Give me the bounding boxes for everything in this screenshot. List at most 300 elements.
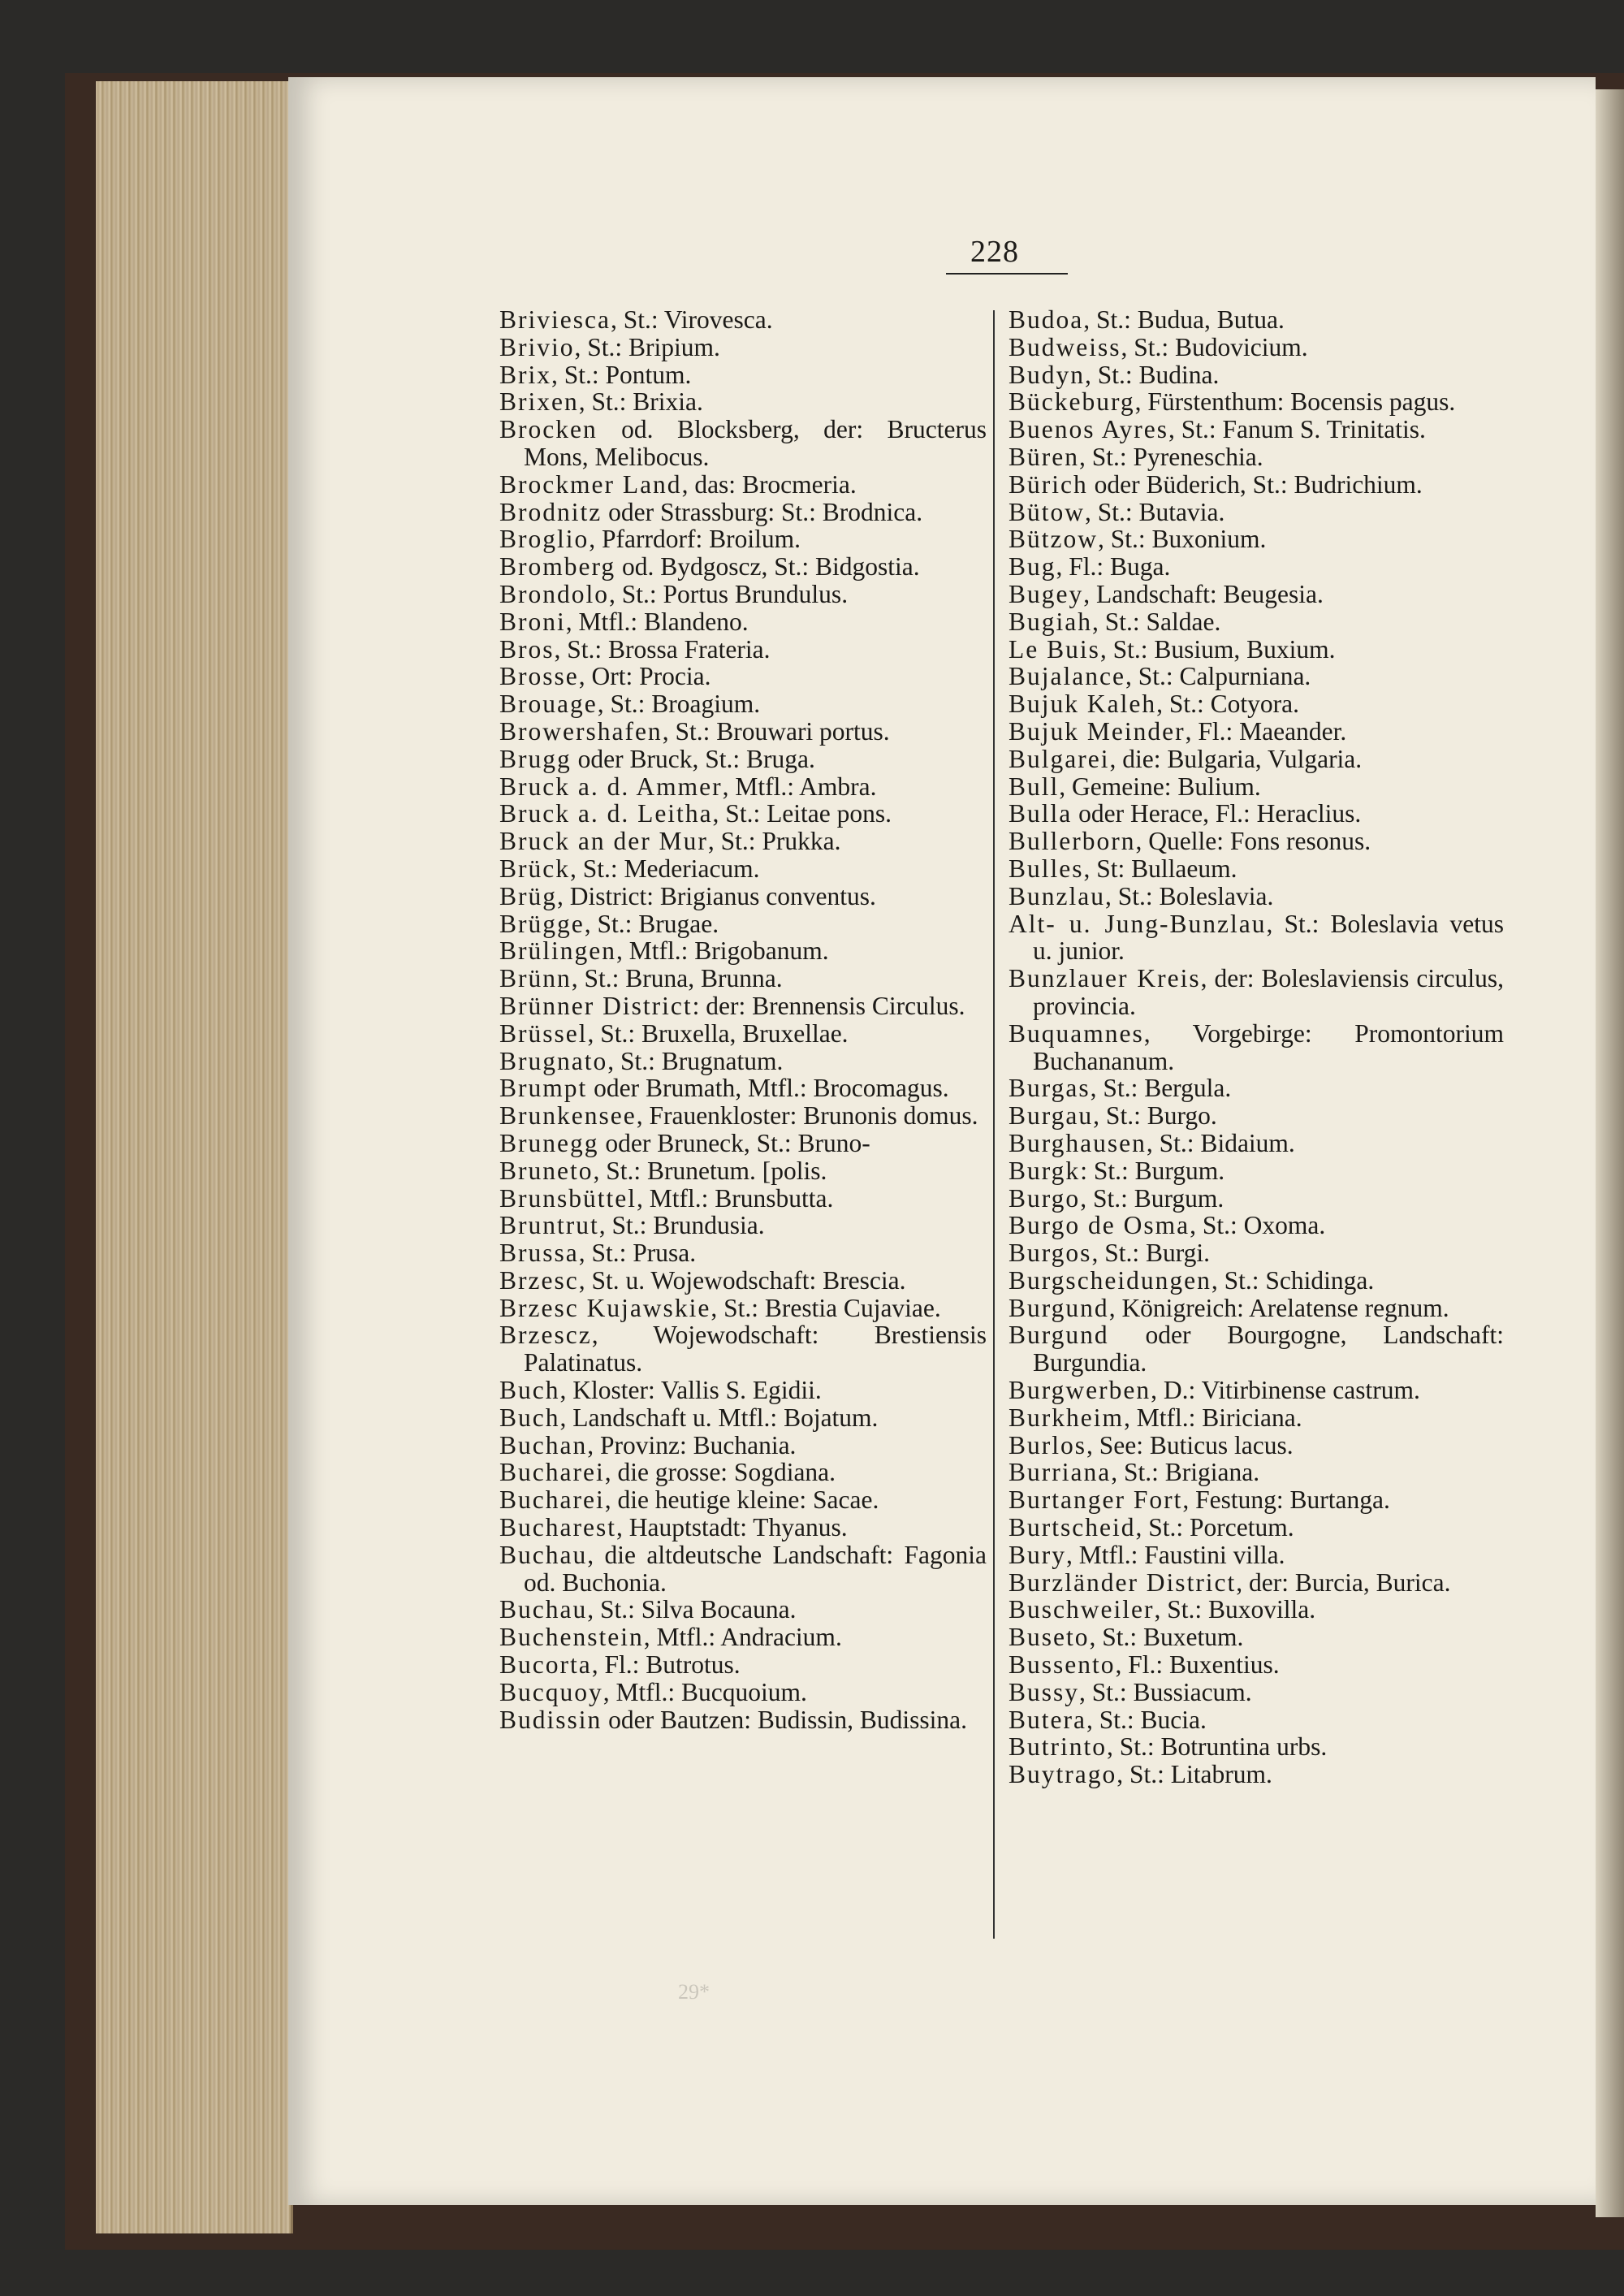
index-entry [499,1459,987,1486]
entry-headword: Brugg [499,744,572,773]
entry-gloss: , Vorgebirge: Promontorium Buchananum. [1033,1018,1504,1075]
entry-headword: Bruntrut [499,1211,599,1240]
index-entry [499,1048,987,1075]
entry-gloss: , St.: Budovicium. [1121,332,1308,361]
entry-gloss: , St.: Mederiacum. [569,854,760,883]
entry-gloss: , Fl.: Buxentius. [1115,1650,1280,1680]
entry-headword: Brunsbüttel [499,1183,637,1213]
entry-headword: Burgscheidungen [1009,1265,1212,1295]
column-divider [993,310,995,1939]
entry-gloss: , Pfarrdorf: Broilum. [589,525,801,554]
entry-headword: Buquamnes [1009,1018,1144,1048]
entry-headword: Bussy [1009,1677,1080,1706]
index-entry [499,663,987,690]
entry-headword: Buch [499,1376,560,1405]
index-entry [1009,690,1504,718]
entry-gloss: , District: Brigianus conventus. [557,881,876,910]
entry-gloss: , St.: Bruxella, Bruxellae. [587,1018,849,1048]
entry-gloss: , die: Bulgaria, Vulgaria. [1109,744,1363,773]
index-entry [1009,1569,1504,1597]
entry-headword: Burgas [1009,1074,1091,1103]
left-column [499,306,987,1733]
entry-headword: Bujalance [1009,662,1125,691]
index-entry [1009,773,1504,801]
entry-gloss: , St.: Botruntina urbs. [1107,1732,1328,1762]
index-entry [1009,1185,1504,1213]
index-entry [1009,855,1504,883]
index-entry [1009,1239,1504,1267]
index-entry [1009,1486,1504,1514]
entry-gloss: , St.: Oxoma. [1190,1211,1326,1240]
entry-gloss: , St.: Fanum S. Trinitatis. [1168,415,1426,444]
index-entry [499,1679,987,1706]
entry-gloss: , St.: Calpurniana. [1125,662,1311,691]
entry-gloss: , Mtfl.: Ambra. [722,772,877,801]
entry-gloss: , St.: Budina. [1085,360,1220,389]
entry-headword: Bugey [1009,579,1084,608]
entry-gloss: , St.: Burgi. [1091,1239,1211,1268]
entry-gloss: , St.: Burgo. [1093,1101,1217,1131]
entry-gloss: , Fürstenthum: Bocensis pagus. [1134,387,1456,417]
entry-headword: Brussa [499,1239,579,1268]
entry-gloss: , Landschaft: Beugesia. [1083,579,1324,608]
index-entry [499,361,987,389]
index-entry [1009,1212,1504,1239]
entry-gloss: , St.: Brouwari portus. [662,716,890,746]
index-entry [499,773,987,801]
index-entry [1009,883,1504,910]
entry-gloss: , die grosse: Sogdiana. [604,1458,836,1487]
index-entry [1009,1295,1504,1322]
entry-gloss: , St.: Bussiacum. [1079,1677,1252,1706]
entry-gloss: , St.: Brugnatum. [607,1046,784,1075]
entry-gloss: , Kloster: Vallis S. Egidii. [559,1376,822,1405]
entry-headword: Brzesc Kujawskie [499,1293,711,1322]
entry-headword: Burriana [1009,1458,1112,1487]
entry-gloss: , die heutige kleine: Sacae. [604,1485,879,1515]
entry-gloss: , St.: Budua, Butua. [1083,305,1285,334]
entry-gloss: , der: Burcia, Burica. [1236,1567,1451,1597]
index-entry [499,1432,987,1459]
entry-headword: Bug [1009,552,1056,582]
index-entry [1009,1157,1504,1185]
entry-gloss: , Mtfl.: Blandeno. [565,607,749,636]
entry-gloss: , Hauptstadt: Thyanus. [615,1513,848,1542]
index-entry [1009,910,1504,966]
entry-gloss: , St.: Silva Bocauna. [587,1595,797,1624]
entry-headword: Büren [1009,442,1079,471]
entry-gloss: , St.: Butavia. [1085,497,1225,526]
index-entry [499,581,987,608]
entry-headword: Buseto [1009,1623,1090,1652]
index-entry [1009,1321,1504,1377]
entry-headword: Brixen [499,387,579,417]
entry-gloss: , St.: Brixia. [578,387,703,417]
entry-gloss: , der: Boleslaviensis circulus, provincia. [1033,964,1504,1020]
entry-headword: Bunzlau [1009,881,1105,910]
index-entry [1009,800,1504,828]
entry-gloss: , Ort: Procia. [578,662,711,691]
entry-gloss: , Königreich: Arelatense regnum. [1108,1293,1449,1322]
entry-gloss: , St.: Virovesca. [610,305,773,334]
entry-gloss: , Mtfl.: Biriciana. [1124,1403,1302,1432]
entry-gloss: oder Bruneck, St.: Bruno- [598,1128,870,1157]
index-entry [1009,663,1504,690]
index-entry [1009,416,1504,443]
index-entry [499,334,987,361]
index-entry [1009,1651,1504,1679]
entry-gloss: , St.: Brestia Cujaviae. [710,1293,941,1322]
entry-gloss: , St.: Brundusia. [598,1211,765,1240]
index-entry [499,1624,987,1651]
index-entry [1009,1761,1504,1788]
entry-headword: Burghausen [1009,1128,1147,1157]
index-entry [1009,1706,1504,1734]
entry-headword: Budoa [1009,305,1084,334]
index-entry [499,1102,987,1130]
entry-headword: Bussento [1009,1650,1116,1680]
index-entry [499,1074,987,1102]
entry-gloss: , St.: Broagium. [597,690,761,719]
entry-headword: Burzländer District [1009,1567,1237,1597]
index-entry [499,1377,987,1404]
page-edges [96,81,293,2233]
entry-headword: Bürich [1009,469,1088,499]
entry-headword: Brzescz [499,1321,592,1350]
entry-headword: Brunegg [499,1128,599,1157]
index-entry [499,1185,987,1213]
entry-gloss: , die altdeutsche Landschaft: Fagonia od. Buchonia. [524,1540,987,1597]
entry-headword: Brivio [499,332,575,361]
index-entry [499,1130,987,1157]
index-entry [1009,636,1504,664]
entry-headword: Bullerborn [1009,827,1136,856]
entry-gloss: , Mtfl.: Brigobanum. [616,936,829,966]
entry-headword: Bückeburg [1009,387,1135,417]
index-entry [1009,1377,1504,1404]
entry-headword: Butera [1009,1705,1086,1734]
entry-gloss: , St: Bullaeum. [1083,854,1237,883]
entry-headword: Buytrago [1009,1760,1117,1789]
entry-headword: Burgund [1009,1293,1109,1322]
signature-mark: 29* [678,1980,710,2004]
entry-gloss: , Frauenkloster: Brunonis domus. [636,1101,978,1131]
entry-gloss: , Fl.: Butrotus. [591,1650,741,1680]
index-entry [499,471,987,499]
index-entry [499,388,987,416]
entry-gloss: , St.: Schidinga. [1211,1265,1375,1295]
entry-gloss: , Quelle: Fons resonus. [1135,827,1371,856]
entry-gloss: , D.: Vitirbinense castrum. [1151,1376,1420,1405]
entry-gloss: , Landschaft u. Mtfl.: Bojatum. [559,1403,879,1432]
entry-gloss: oder Strassburg: St.: Brodnica. [602,497,923,526]
index-entry [499,1321,987,1377]
entry-headword: Burgau [1009,1101,1094,1131]
entry-headword: Burgo de Osma [1009,1211,1190,1240]
index-entry [1009,1074,1504,1102]
entry-gloss: , St.: Brossa Frateria. [554,634,771,664]
entry-headword: Buchau [499,1595,588,1624]
entry-headword: Buenos Ayres [1009,415,1168,444]
entry-headword: Bugiah [1009,607,1092,636]
entry-gloss: , das: Brocmeria. [681,469,857,499]
index-entry [499,883,987,910]
index-entry [1009,1624,1504,1651]
index-entry [499,306,987,334]
right-column [1009,306,1504,1788]
entry-headword: Le Buis [1009,634,1100,664]
entry-headword: Buchenstein [499,1623,644,1652]
entry-gloss: , Mtfl.: Brunsbutta. [637,1183,834,1213]
index-entry [1009,1596,1504,1624]
entry-headword: Bulgarei [1009,744,1110,773]
entry-gloss: , St.: Bripium. [574,332,720,361]
entry-gloss: , St.: Prukka. [707,827,841,856]
index-entry [1009,525,1504,553]
entry-headword: Bucharest [499,1513,616,1542]
entry-headword: Brockmer Land [499,469,682,499]
entry-gloss: : der: Brennensis Circulus. [692,991,965,1020]
entry-headword: Alt- u. Jung-Bunzlau [1009,909,1267,938]
entry-headword: Bulles [1009,854,1084,883]
entry-gloss: , St.: Brunetum. [polis. [593,1156,827,1185]
index-entry [1009,828,1504,855]
index-entry [1009,1733,1504,1761]
entry-headword: Budyn [1009,360,1086,389]
entry-gloss: , Mtfl.: Bucquoium. [603,1677,807,1706]
entry-headword: Brumpt [499,1074,588,1103]
entry-gloss: , St.: Brigiana. [1111,1458,1260,1487]
index-entry [499,1651,987,1679]
entry-headword: Burgo [1009,1183,1081,1213]
entry-headword: Bruck a. d. Leitha [499,799,713,828]
index-entry [1009,388,1504,416]
index-entry [499,937,987,965]
index-entry [499,608,987,636]
index-entry [499,910,987,938]
index-entry [499,718,987,746]
entry-headword: Brocken [499,415,598,444]
index-entry [1009,361,1504,389]
entry-gloss: , St.: Boleslavia vetus u. junior. [1033,909,1504,966]
entry-headword: Brodnitz [499,497,603,526]
index-entry [1009,499,1504,526]
index-entry [1009,1102,1504,1130]
index-entry [499,525,987,553]
index-entry [499,855,987,883]
index-entry [1009,553,1504,581]
index-entry [499,1541,987,1597]
entry-gloss: , Mtfl.: Faustini villa. [1066,1540,1285,1569]
entry-gloss: , Festung: Burtanga. [1182,1485,1390,1515]
entry-headword: Brünn [499,964,572,993]
entry-headword: Bury [1009,1540,1066,1569]
entry-headword: Brülingen [499,936,616,966]
entry-headword: Bucharei [499,1485,605,1515]
index-entry [1009,1432,1504,1459]
index-entry [499,1020,987,1048]
entry-gloss: , St.: Saldae. [1092,607,1221,636]
entry-headword: Burgos [1009,1239,1092,1268]
entry-gloss: , Gemeine: Bulium. [1059,772,1261,801]
entry-headword: Bucharei [499,1458,605,1487]
entry-gloss: , St.: Pyreneschia. [1078,442,1263,471]
entry-gloss: , St.: Bucia. [1086,1705,1207,1734]
entry-gloss: , St.: Busium, Buxium. [1099,634,1336,664]
index-entry [1009,443,1504,471]
entry-gloss: , St.: Boleslavia. [1104,881,1274,910]
index-entry [1009,1459,1504,1486]
entry-gloss: , St.: Porcetum. [1135,1513,1294,1542]
entry-headword: Burtscheid [1009,1513,1136,1542]
index-entry [499,1212,987,1239]
entry-headword: Briviesca [499,305,611,334]
index-entry [499,992,987,1020]
entry-gloss: , St.: Prusa. [578,1239,697,1268]
entry-gloss: oder Büderich, St.: Budrichium. [1087,469,1423,499]
entry-headword: Brünner District [499,991,693,1020]
entry-headword: Budweiss [1009,332,1121,361]
entry-headword: Bulla [1009,799,1073,828]
index-entry [1009,1020,1504,1075]
entry-headword: Bromberg [499,552,616,582]
entry-headword: Burtanger Fort [1009,1485,1183,1515]
index-entry [499,1239,987,1267]
entry-headword: Burgwerben [1009,1376,1151,1405]
index-entry [1009,471,1504,499]
index-entry [1009,965,1504,1020]
entry-headword: Burkheim [1009,1403,1124,1432]
entry-gloss: oder Herace, Fl.: Heraclius. [1072,799,1362,828]
entry-headword: Bütow [1009,497,1086,526]
entry-gloss: , St.: Portus Brundulus. [609,579,849,608]
entry-headword: Brügge [499,909,585,938]
entry-gloss: , St. u. Wojewodschaft: Brescia. [578,1265,906,1295]
entry-gloss: , St.: Buxonium. [1098,525,1267,554]
index-entry [1009,718,1504,746]
entry-gloss: , Fl.: Maeander. [1185,716,1347,746]
index-entry [499,746,987,773]
entry-headword: Bruneto [499,1156,594,1185]
entry-headword: Broni [499,607,566,636]
index-entry [499,1267,987,1295]
entry-headword: Buch [499,1403,560,1432]
next-page-edge [1596,89,1624,2217]
index-entry [499,800,987,828]
index-entry [499,1706,987,1734]
entry-headword: Bruck an der Mur [499,827,708,856]
entry-headword: Bros [499,634,555,664]
entry-headword: Bujuk Meinder [1009,716,1186,746]
entry-headword: Brzesc [499,1265,579,1295]
entry-gloss: , St.: Leitae pons. [712,799,892,828]
entry-gloss: oder Bruck, St.: Bruga. [571,744,815,773]
page-number: 228 [970,235,1019,269]
index-entry [499,416,987,471]
index-entry [1009,1267,1504,1295]
entry-gloss: , St.: Buxovilla. [1154,1595,1316,1624]
entry-headword: Bucquoy [499,1677,603,1706]
index-entry [499,1157,987,1185]
entry-gloss: , Wojewodschaft: Brestiensis Palatinatus. [524,1321,987,1377]
entry-headword: Brouage [499,690,598,719]
entry-headword: Brüssel [499,1018,588,1048]
index-entry [1009,1514,1504,1541]
index-entry [499,1596,987,1624]
entry-headword: Brugnato [499,1046,608,1075]
entry-headword: Brondolo [499,579,610,608]
index-entry [1009,746,1504,773]
entry-gloss: , St.: Pontum. [551,360,692,389]
page-number-rule [946,273,1068,275]
index-entry [1009,1130,1504,1157]
entry-headword: Broglio [499,525,590,554]
index-entry [499,1486,987,1514]
entry-gloss: , St.: Bruna, Brunna. [571,964,783,993]
index-entry [499,499,987,526]
entry-gloss: oder Bautzen: Budissin, Budissina. [602,1705,968,1734]
entry-headword: Burgund [1009,1321,1109,1350]
index-entry [499,965,987,992]
entry-gloss: od. Bydgoscz, St.: Bidgostia. [615,552,920,582]
entry-headword: Bucorta [499,1650,592,1680]
entry-gloss: , St.: Burgum. [1080,1183,1224,1213]
entry-gloss: , St.: Buxetum. [1089,1623,1244,1652]
entry-headword: Buchau [499,1540,588,1569]
entry-gloss: , St.: Litabrum. [1116,1760,1272,1789]
entry-headword: Bujuk Kaleh [1009,690,1157,719]
entry-headword: Bull [1009,772,1060,801]
index-entry [499,690,987,718]
entry-gloss: , St.: Brugae. [584,909,719,938]
entry-headword: Burlos [1009,1430,1087,1459]
entry-gloss: , St.: Bergula. [1090,1074,1232,1103]
index-entry [1009,1679,1504,1706]
entry-gloss: , St.: Cotyora. [1156,690,1299,719]
index-entry [499,636,987,664]
entry-headword: Browershafen [499,716,663,746]
index-entry [499,1295,987,1322]
entry-headword: Brosse [499,662,579,691]
entry-headword: Brix [499,360,552,389]
entry-gloss: , St.: Bidaium. [1146,1128,1295,1157]
entry-gloss: oder Bourgogne, Landschaft: Burgundia. [1033,1321,1504,1377]
index-entry [1009,581,1504,608]
index-entry [1009,1541,1504,1569]
index-entry [499,553,987,581]
entry-headword: Bunzlauer Kreis [1009,964,1201,993]
entry-gloss: , Mtfl.: Andracium. [643,1623,842,1652]
entry-headword: Bützow [1009,525,1098,554]
index-entry [1009,1404,1504,1432]
entry-gloss: oder Brumath, Mtfl.: Brocomagus. [587,1074,949,1103]
entry-gloss: od. Blocksberg, der: Bructerus Mons, Melibocus. [524,415,987,471]
entry-gloss: , Provinz: Buchania. [587,1430,797,1459]
entry-gloss: : St.: Burgum. [1080,1156,1225,1185]
index-entry [499,828,987,855]
index-entry [1009,608,1504,636]
entry-headword: Bruck a. d. Ammer [499,772,723,801]
index-entry [499,1514,987,1541]
index-entry [499,1404,987,1432]
entry-headword: Buchan [499,1430,588,1459]
entry-headword: Buschweiler [1009,1595,1155,1624]
entry-headword: Butrinto [1009,1732,1108,1762]
entry-gloss: , Fl.: Buga. [1056,552,1171,582]
entry-headword: Brüg [499,881,557,910]
entry-headword: Burgk [1009,1156,1081,1185]
index-entry [1009,334,1504,361]
